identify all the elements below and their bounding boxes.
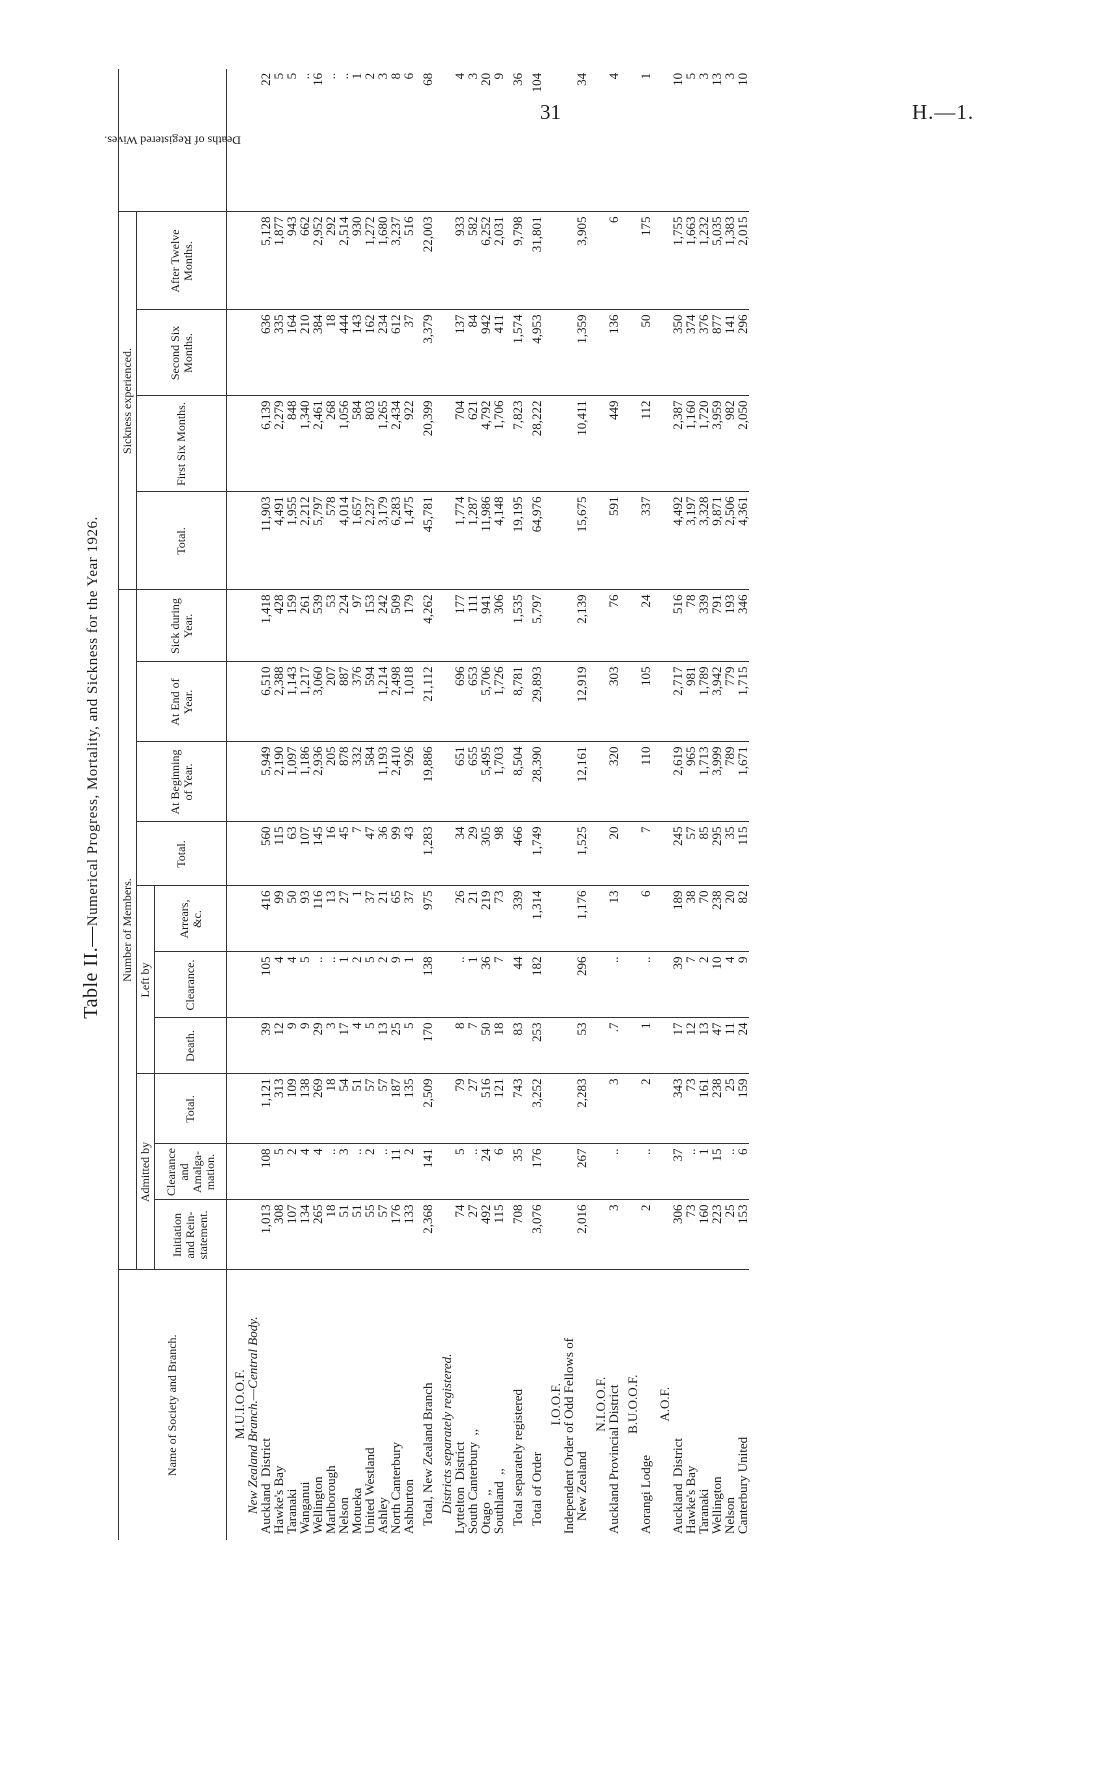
header-initiation: Initiation and Rein-statement. xyxy=(155,1200,227,1270)
header-sick: Sick during Year. xyxy=(137,590,227,662)
header-wives-text: Deaths of Registered Wives. xyxy=(104,133,241,148)
cell: 36 xyxy=(505,69,524,212)
cell: 138 xyxy=(415,952,434,1018)
cell: 74 27 492 115 xyxy=(434,1200,505,1270)
header-clearance-in: Clearance and Amalga-mation. xyxy=(155,1144,227,1200)
header-admitted-by: Admitted by xyxy=(137,1074,155,1270)
statistics-table xyxy=(104,69,751,1540)
cell: 591 xyxy=(588,492,620,590)
cell: 10,411 xyxy=(543,396,588,492)
cell: .. xyxy=(620,1144,652,1200)
cell: 35 xyxy=(505,1144,524,1200)
cell: 7 xyxy=(620,822,652,886)
cell: 50 xyxy=(620,310,652,396)
table-row xyxy=(434,69,505,1540)
group-subheading: New Zealand Branch.—Central Body. xyxy=(245,1316,261,1514)
row-names: Independent Order of Odd Fellows of New Zealand xyxy=(561,1337,590,1534)
cell: 141 xyxy=(415,1144,434,1200)
cell: 743 xyxy=(505,1074,524,1144)
cell: 104 xyxy=(524,69,543,212)
table-row xyxy=(227,69,416,1540)
cell: 136 xyxy=(588,310,620,396)
cell: 1,314 xyxy=(524,886,543,952)
group-heading: B.U.O.O.F. xyxy=(625,1374,641,1434)
cell: 320 xyxy=(588,742,620,822)
row-names: Aorangi Lodge xyxy=(638,1454,654,1534)
cell: 416 99 50 93 116 13 27 1 37 21 65 37 xyxy=(227,886,416,952)
row-names: Auckland District Hawke's Bay Taranaki Wellington Nelson Canterbury United xyxy=(670,1436,751,1534)
cell: 12,919 xyxy=(543,662,588,742)
cell: 83 xyxy=(505,1018,524,1074)
group-heading: M.U.I.O.O.F. xyxy=(232,1369,248,1440)
cell: 44 xyxy=(505,952,524,1018)
cell: 79 27 516 121 xyxy=(434,1074,505,1144)
cell: 350 374 376 877 141 296 xyxy=(652,310,749,396)
cell: 2,016 xyxy=(543,1200,588,1270)
cell: 20 xyxy=(588,822,620,886)
cell: .. 1 36 7 xyxy=(434,952,505,1018)
cell: 17 12 13 47 11 24 xyxy=(652,1018,749,1074)
cell: 176 xyxy=(524,1144,543,1200)
row-name: Total of Order xyxy=(529,1451,545,1526)
cell: 20,399 xyxy=(415,396,434,492)
cell: 45,781 xyxy=(415,492,434,590)
row-names: Lyttelton District South Canterbury ,, Otago ,, Southland ,, xyxy=(452,1428,507,1534)
cell: 29,893 xyxy=(524,662,543,742)
cell: 560 115 63 107 145 16 45 7 47 36 99 43 xyxy=(227,822,416,886)
header-wives xyxy=(104,69,241,212)
cell: 3 xyxy=(588,1200,620,1270)
cell: 1,525 xyxy=(543,822,588,886)
cell: 466 xyxy=(505,822,524,886)
cell: 110 xyxy=(620,742,652,822)
cell: 24 xyxy=(620,590,652,662)
table-row xyxy=(620,69,652,1540)
header-arrears: Arrears, &c. xyxy=(155,886,227,952)
header-first-six: First Six Months. xyxy=(137,396,227,492)
cell: 15,675 xyxy=(543,492,588,590)
page-number: 31 xyxy=(540,100,561,124)
cell: 182 xyxy=(524,952,543,1018)
cell: 449 xyxy=(588,396,620,492)
row-name xyxy=(588,1270,620,1540)
cell: 26 21 219 73 xyxy=(434,886,505,952)
cell: 1,121 313 109 138 269 18 54 51 57 57 187 135 xyxy=(227,1074,416,1144)
cell: 6,510 2,388 1,143 1,217 3,060 207 887 376 594 1,214 2,498 1,018 xyxy=(227,662,416,742)
cell: 1,283 xyxy=(415,822,434,886)
cell: 22 5 5 .. 16 .. .. 1 2 3 8 6 xyxy=(227,69,416,212)
group-subheading: Districts separately registered. xyxy=(439,1353,455,1514)
cell: 8 7 50 18 xyxy=(434,1018,505,1074)
cell: 105 4 4 5 .. .. 1 2 5 2 9 1 xyxy=(227,952,416,1018)
cell: 5 .. 24 6 xyxy=(434,1144,505,1200)
cell: 651 655 5,495 1,703 xyxy=(434,742,505,822)
header-clearance-out: Clearance. xyxy=(155,952,227,1018)
row-name xyxy=(652,1270,749,1540)
table-row-total xyxy=(524,69,543,1540)
cell: 2,509 xyxy=(415,1074,434,1144)
cell: 12,161 xyxy=(543,742,588,822)
cell: .. xyxy=(620,952,652,1018)
cell: 189 38 70 238 20 82 xyxy=(652,886,749,952)
header-number-of-members: Number of Members. xyxy=(119,590,137,1270)
row-names: Auckland District Hawke's Bay Taranaki Wanganui Wellington Marlborough Nelson Motueka United Westland Ashley North Canterbury Ashburton xyxy=(258,1437,417,1534)
cell: 343 73 161 238 25 159 xyxy=(652,1074,749,1144)
cell: 2,717 981 1,789 3,942 779 1,715 xyxy=(652,662,749,742)
cell: 933 582 6,252 2,031 xyxy=(434,212,505,310)
cell: 68 xyxy=(415,69,434,212)
cell: .7 xyxy=(588,1018,620,1074)
cell: 4,492 3,197 3,328 9,871 2,506 4,361 xyxy=(652,492,749,590)
cell: 1,774 1,287 11,986 4,148 xyxy=(434,492,505,590)
cell: 19,886 xyxy=(415,742,434,822)
cell: 339 xyxy=(505,886,524,952)
table-row-total xyxy=(505,69,524,1540)
cell: 34 29 305 98 xyxy=(434,822,505,886)
cell: 2,619 965 1,713 3,999 789 1,671 xyxy=(652,742,749,822)
table-row-total xyxy=(415,69,434,1540)
cell: 28,222 xyxy=(524,396,543,492)
header-second-six: Second Six Months. xyxy=(137,310,227,396)
table-row xyxy=(588,69,620,1540)
cell: .. xyxy=(588,1144,620,1200)
cell: 39 12 9 9 29 3 17 4 5 13 25 5 xyxy=(227,1018,416,1074)
row-names: Auckland Provincial District xyxy=(606,1384,622,1534)
cell: 6 xyxy=(588,212,620,310)
cell: 5,949 2,190 1,097 1,186 2,936 205 878 332 584 1,193 2,410 926 xyxy=(227,742,416,822)
cell: 7,823 xyxy=(505,396,524,492)
cell: 9,798 xyxy=(505,212,524,310)
row-name xyxy=(227,1270,416,1540)
cell: 1 xyxy=(620,69,652,212)
cell: 39 7 2 10 4 9 xyxy=(652,952,749,1018)
cell: 108 5 2 4 4 .. 3 .. 2 .. 11 2 xyxy=(227,1144,416,1200)
cell: 37 .. 1 15 .. 6 xyxy=(652,1144,749,1200)
cell: 5,797 xyxy=(524,590,543,662)
cell: 696 653 5,706 1,726 xyxy=(434,662,505,742)
cell: 177 111 941 306 xyxy=(434,590,505,662)
row-name: Total separately registered xyxy=(510,1389,526,1526)
cell: 704 621 4,792 1,706 xyxy=(434,396,505,492)
row-name xyxy=(434,1270,505,1540)
cell: 53 xyxy=(543,1018,588,1074)
header-beginning: At Beginning of Year. xyxy=(137,742,227,822)
cell: 1,359 xyxy=(543,310,588,396)
header-sick-total: Total. xyxy=(137,492,227,590)
cell: 137 84 942 411 xyxy=(434,310,505,396)
cell: 1,013 308 107 134 265 18 51 51 55 57 176 133 xyxy=(227,1200,416,1270)
group-heading: N.I.O.O.F. xyxy=(593,1376,609,1432)
cell: 306 73 160 223 25 153 xyxy=(652,1200,749,1270)
cell: 175 xyxy=(620,212,652,310)
cell: 112 xyxy=(620,396,652,492)
cell: 2,368 xyxy=(415,1200,434,1270)
cell: 3,252 xyxy=(524,1074,543,1144)
cell: 64,976 xyxy=(524,492,543,590)
cell: 1,535 xyxy=(505,590,524,662)
rotated-table-block xyxy=(80,0,1080,1540)
cell: 76 xyxy=(588,590,620,662)
cell: 245 57 85 295 35 115 xyxy=(652,822,749,886)
cell: 4,953 xyxy=(524,310,543,396)
header-name: Name of Society and Branch. xyxy=(119,1270,227,1540)
cell: 3,905 xyxy=(543,212,588,310)
cell: 19,195 xyxy=(505,492,524,590)
header-left-by: Left by xyxy=(137,886,155,1074)
cell: 1,418 428 159 261 539 53 224 97 153 242 509 179 xyxy=(227,590,416,662)
cell: 303 xyxy=(588,662,620,742)
cell: 21,112 xyxy=(415,662,434,742)
cell: 1,176 xyxy=(543,886,588,952)
cell: 267 xyxy=(543,1144,588,1200)
row-name xyxy=(543,1270,588,1540)
cell: .. xyxy=(588,952,620,1018)
cell: 6,139 2,279 848 1,340 2,461 268 1,056 584 803 1,265 2,434 922 xyxy=(227,396,416,492)
cell: 1,755 1,663 1,232 5,035 1,383 2,015 xyxy=(652,212,749,310)
title-main: Numerical Progress, Mortality, and Sickness for the Year 1926. xyxy=(85,516,101,927)
group-heading: A.O.F. xyxy=(657,1386,673,1422)
table-row xyxy=(543,69,588,1540)
cell: 2,139 xyxy=(543,590,588,662)
cell: 10 5 3 13 3 10 xyxy=(652,69,749,212)
cell: 31,801 xyxy=(524,212,543,310)
header-death: Death. xyxy=(155,1018,227,1074)
cell: 11,903 4,491 1,955 2,212 5,797 578 4,014 1,657 2,237 3,179 6,283 1,475 xyxy=(227,492,416,590)
cell: 253 xyxy=(524,1018,543,1074)
cell: 8,781 xyxy=(505,662,524,742)
header-adm-total: Total. xyxy=(155,1074,227,1144)
group-heading: I.O.O.F. xyxy=(548,1383,564,1426)
cell: 1,574 xyxy=(505,310,524,396)
cell: 105 xyxy=(620,662,652,742)
cell: 1,749 xyxy=(524,822,543,886)
title-prefix: Table II.— xyxy=(80,926,102,1019)
cell: 2 xyxy=(620,1200,652,1270)
cell: 636 335 164 210 384 18 444 143 162 234 612 37 xyxy=(227,310,416,396)
cell: 170 xyxy=(415,1018,434,1074)
cell: 2,387 1,160 1,720 3,959 982 2,050 xyxy=(652,396,749,492)
cell: 28,390 xyxy=(524,742,543,822)
cell: 337 xyxy=(620,492,652,590)
cell: 3,076 xyxy=(524,1200,543,1270)
row-name xyxy=(620,1270,652,1540)
cell: 2 xyxy=(620,1074,652,1144)
cell: 2,283 xyxy=(543,1074,588,1144)
page-identifier: H.—1. xyxy=(912,100,975,124)
cell: 708 xyxy=(505,1200,524,1270)
cell: 975 xyxy=(415,886,434,952)
header-left-total: Total. xyxy=(137,822,227,886)
cell: 4 3 20 9 xyxy=(434,69,505,212)
cell: 296 xyxy=(543,952,588,1018)
cell: 3 xyxy=(588,1074,620,1144)
header-after-twelve: After Twelve Months. xyxy=(137,212,227,310)
cell: 8,504 xyxy=(505,742,524,822)
cell: 3,379 xyxy=(415,310,434,396)
cell: 516 78 339 791 193 346 xyxy=(652,590,749,662)
cell: 4 xyxy=(588,69,620,212)
table-title xyxy=(80,0,103,1540)
cell: 6 xyxy=(620,886,652,952)
cell: 1 xyxy=(620,1018,652,1074)
cell: 34 xyxy=(543,69,588,212)
header-sickness: Sickness experienced. xyxy=(119,212,137,590)
header-end: At End of Year. xyxy=(137,662,227,742)
table-row xyxy=(652,69,749,1540)
cell: 4,262 xyxy=(415,590,434,662)
cell: 5,128 1,877 943 662 2,952 292 2,514 930 1,272 1,680 3,237 516 xyxy=(227,212,416,310)
row-name: Total, New Zealand Branch xyxy=(420,1382,436,1526)
cell: 22,003 xyxy=(415,212,434,310)
cell: 13 xyxy=(588,886,620,952)
